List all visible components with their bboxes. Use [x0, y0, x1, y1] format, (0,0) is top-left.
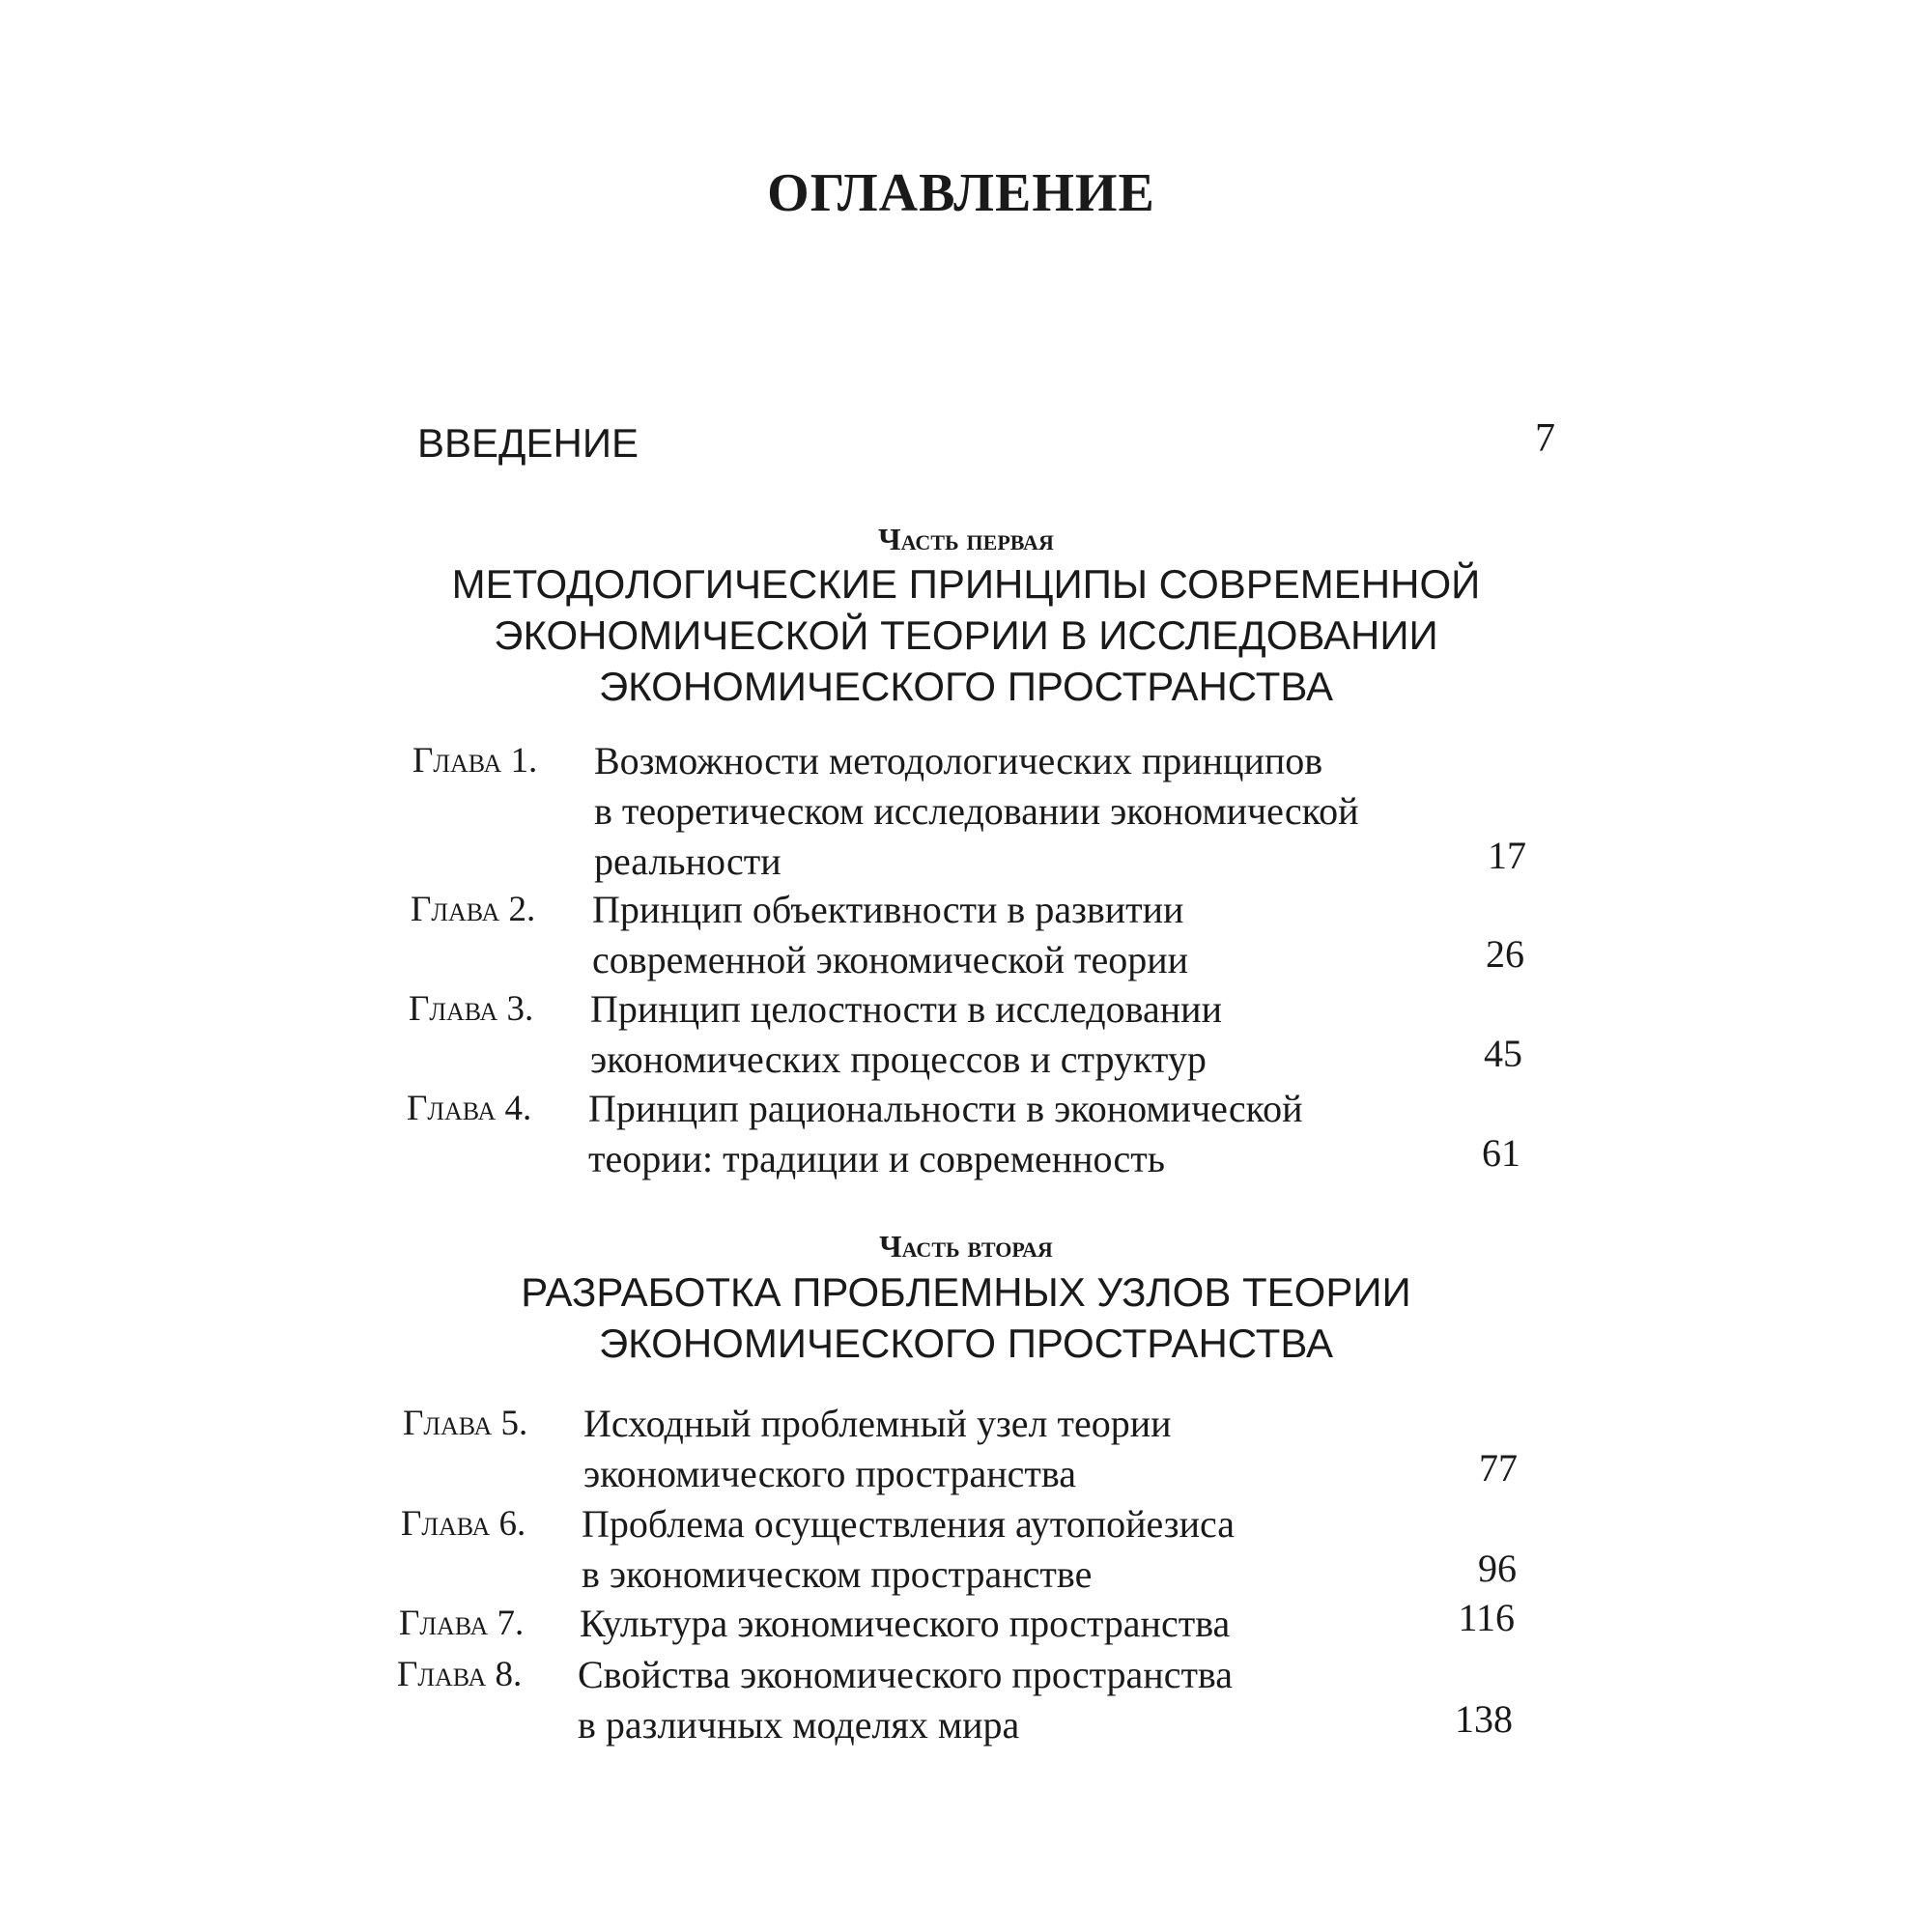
part-1-title-line: МЕТОДОЛОГИЧЕСКИЕ ПРИНЦИПЫ СОВРЕМЕННОЙ: [451, 561, 1481, 607]
toc-entry-chapter-1[interactable]: [0, 736, 1932, 881]
chapter-label: Глава 1.: [412, 741, 538, 781]
chapter-title[interactable]: Свойства экономического пространства в различных моделях мира: [578, 1653, 1234, 1747]
chapter-label: Глава 7.: [399, 1604, 525, 1643]
chapter-label: Глава 2.: [411, 890, 536, 929]
part-1-title: [0, 558, 1932, 712]
chapter-label: Глава 3.: [409, 989, 534, 1029]
chapter-title[interactable]: Культура экономического пространства: [580, 1602, 1231, 1645]
part-2-title-line: РАЗРАБОТКА ПРОБЛЕМНЫХ УЗЛОВ ТЕОРИИ: [521, 1269, 1411, 1315]
part-2-title: [0, 1266, 1932, 1369]
part-1-title-line: ЭКОНОМИЧЕСКОЙ ТЕОРИИ В ИССЛЕДОВАНИИ: [494, 612, 1438, 658]
chapter-page-number: 77: [1479, 1446, 1518, 1490]
part-1-label: Часть первая: [878, 522, 1054, 556]
chapter-page-number: 45: [1484, 1032, 1522, 1075]
introduction-page-number: 7: [1535, 416, 1555, 461]
chapter-label: Глава 6.: [401, 1504, 526, 1544]
part-1-title-line: ЭКОНОМИЧЕСКОГО ПРОСТРАНСТВА: [598, 664, 1334, 709]
part-2-label: Часть вторая: [879, 1229, 1053, 1264]
chapter-title[interactable]: Исходный проблемный узел теории экономического пространства: [583, 1402, 1172, 1495]
chapter-title[interactable]: Возможности методологических принципов в теоретическом исследовании экономической реальности: [594, 739, 1359, 883]
chapter-page-number: 61: [1482, 1131, 1520, 1175]
toc-entry-chapter-8[interactable]: [0, 1650, 1932, 1795]
chapter-title[interactable]: Принцип рациональности в экономической теории: традиции и современность: [588, 1087, 1303, 1180]
chapter-page-number: 17: [1488, 834, 1526, 877]
chapter-label: Глава 8.: [397, 1655, 523, 1694]
chapter-page-number: 26: [1486, 932, 1524, 976]
chapter-title[interactable]: Принцип объективности в развитии современной экономической теории: [592, 888, 1189, 981]
chapter-page-number: 96: [1478, 1547, 1517, 1590]
introduction-label[interactable]: ВВЕДЕНИЕ: [417, 420, 639, 466]
chapter-label: Глава 4.: [407, 1089, 532, 1128]
chapter-page-number: 138: [1455, 1697, 1513, 1741]
chapter-title[interactable]: Принцип целостности в исследовании экономических процессов и структур: [590, 987, 1222, 1081]
toc-entry-chapter-4[interactable]: [0, 1084, 1932, 1229]
page-title: ОГЛАВЛЕНИЕ: [767, 163, 1155, 223]
chapter-label: Глава 5.: [403, 1404, 528, 1443]
chapter-title[interactable]: Проблема осуществления аутопойезиса в экономическом пространстве: [582, 1502, 1235, 1596]
chapter-page-number: 116: [1458, 1596, 1515, 1639]
part-2-title-line: ЭКОНОМИЧЕСКОГО ПРОСТРАНСТВА: [598, 1321, 1334, 1366]
